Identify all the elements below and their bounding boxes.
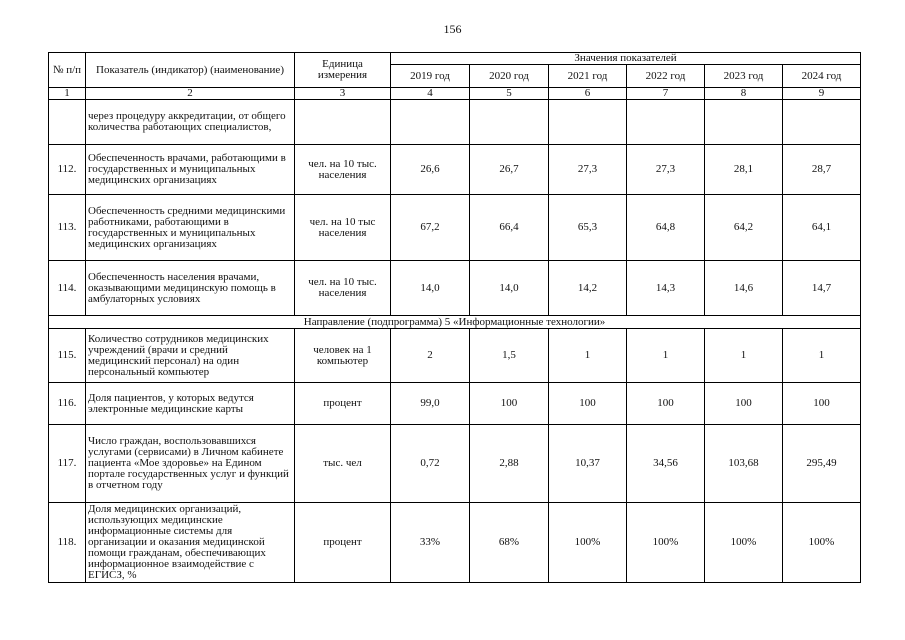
row-value [391, 100, 470, 145]
column-number: 7 [627, 88, 705, 100]
row-indicator: Обеспеченность населения врачами, оказывающими медицинскую помощь в амбулаторных условиях [86, 261, 295, 316]
header-year: 2020 год [470, 65, 549, 88]
row-value [470, 100, 549, 145]
row-value: 66,4 [470, 195, 549, 261]
row-value [549, 100, 627, 145]
row-value: 14,2 [549, 261, 627, 316]
row-number: 112. [49, 145, 86, 195]
column-number: 8 [705, 88, 783, 100]
row-value: 100% [783, 503, 861, 583]
row-value: 14,3 [627, 261, 705, 316]
row-value: 1 [705, 329, 783, 383]
table-row [49, 503, 861, 583]
row-value: 14,0 [391, 261, 470, 316]
row-value: 103,68 [705, 425, 783, 503]
table-row [49, 425, 861, 503]
header-year: 2024 год [783, 65, 861, 88]
row-number: 113. [49, 195, 86, 261]
row-value: 100 [705, 383, 783, 425]
row-value: 100 [549, 383, 627, 425]
row-indicator: Обеспеченность врачами, работающими в государственных и муниципальных медицинских организациях [86, 145, 295, 195]
row-indicator: Доля пациентов, у которых ведутся электронные медицинские карты [86, 383, 295, 425]
row-unit: чел. на 10 тыс. населения [295, 261, 391, 316]
row-number: 115. [49, 329, 86, 383]
column-number: 6 [549, 88, 627, 100]
row-value [783, 100, 861, 145]
row-value: 26,6 [391, 145, 470, 195]
row-value: 67,2 [391, 195, 470, 261]
row-unit: процент [295, 383, 391, 425]
section-title: Направление (подпрограмма) 5 «Информационные технологии» [49, 316, 861, 329]
column-number: 5 [470, 88, 549, 100]
header-values-title: Значения показателей [391, 53, 861, 65]
row-value: 28,1 [705, 145, 783, 195]
row-unit: человек на 1 компьютер [295, 329, 391, 383]
row-value: 34,56 [627, 425, 705, 503]
table-row [49, 100, 861, 145]
header-indicator: Показатель (индикатор) (наименование) [86, 53, 295, 88]
column-number: 1 [49, 88, 86, 100]
table-row [49, 329, 861, 383]
header-num: № п/п [49, 53, 86, 88]
row-value: 28,7 [783, 145, 861, 195]
row-number: 114. [49, 261, 86, 316]
row-value: 100 [627, 383, 705, 425]
column-number: 2 [86, 88, 295, 100]
column-number: 3 [295, 88, 391, 100]
row-indicator: Обеспеченность средними медицинскими работниками, работающими в государственных и муниципальных медицинских организациях [86, 195, 295, 261]
row-value: 295,49 [783, 425, 861, 503]
row-value: 1 [549, 329, 627, 383]
table-row [49, 195, 861, 261]
row-number [49, 100, 86, 145]
column-number: 9 [783, 88, 861, 100]
row-value: 2,88 [470, 425, 549, 503]
header-year: 2022 год [627, 65, 705, 88]
row-unit [295, 100, 391, 145]
row-value: 26,7 [470, 145, 549, 195]
header-year: 2021 год [549, 65, 627, 88]
column-numbers-row [49, 88, 861, 100]
indicators-table [48, 52, 861, 583]
row-value: 100% [549, 503, 627, 583]
row-unit: процент [295, 503, 391, 583]
row-value: 100% [627, 503, 705, 583]
page-number: 156 [443, 22, 462, 36]
header-year: 2019 год [391, 65, 470, 88]
row-unit: тыс. чел [295, 425, 391, 503]
row-value: 100 [783, 383, 861, 425]
row-value: 99,0 [391, 383, 470, 425]
row-value [705, 100, 783, 145]
row-value: 14,6 [705, 261, 783, 316]
row-unit: чел. на 10 тыс населения [295, 195, 391, 261]
row-value: 10,37 [549, 425, 627, 503]
row-value: 100 [470, 383, 549, 425]
row-value: 1 [627, 329, 705, 383]
header-unit: Единица измерения [295, 53, 391, 88]
row-value [627, 100, 705, 145]
row-number: 116. [49, 383, 86, 425]
row-number: 117. [49, 425, 86, 503]
table-row [49, 383, 861, 425]
table-row [49, 261, 861, 316]
column-number: 4 [391, 88, 470, 100]
section-row [49, 316, 861, 329]
row-value: 14,0 [470, 261, 549, 316]
row-number: 118. [49, 503, 86, 583]
row-value: 64,8 [627, 195, 705, 261]
row-value: 64,2 [705, 195, 783, 261]
row-value: 27,3 [627, 145, 705, 195]
row-value: 1 [783, 329, 861, 383]
table-row [49, 145, 861, 195]
header-year: 2023 год [705, 65, 783, 88]
row-value: 64,1 [783, 195, 861, 261]
row-value: 33% [391, 503, 470, 583]
row-value: 0,72 [391, 425, 470, 503]
row-indicator: через процедуру аккредитации, от общего количества работающих специалистов, [86, 100, 295, 145]
row-value: 68% [470, 503, 549, 583]
row-value: 100% [705, 503, 783, 583]
row-value: 14,7 [783, 261, 861, 316]
row-value: 2 [391, 329, 470, 383]
row-unit: чел. на 10 тыс. населения [295, 145, 391, 195]
row-value: 27,3 [549, 145, 627, 195]
row-value: 65,3 [549, 195, 627, 261]
row-indicator: Количество сотрудников медицинских учреждений (врачи и средний медицинский персонал) на один персональный компьютер [86, 329, 295, 383]
row-value: 1,5 [470, 329, 549, 383]
row-indicator: Доля медицинских организаций, использующих медицинские информационные системы для организации и оказания медицинской помощи гражданам, обеспечивающих информационное взаимодействие с ЕГИСЗ, % [86, 503, 295, 583]
row-indicator: Число граждан, воспользовавшихся услугами (сервисами) в Личном кабинете пациента «Мое здоровье» на Едином портале государственных услуг и функций в отчетном году [86, 425, 295, 503]
